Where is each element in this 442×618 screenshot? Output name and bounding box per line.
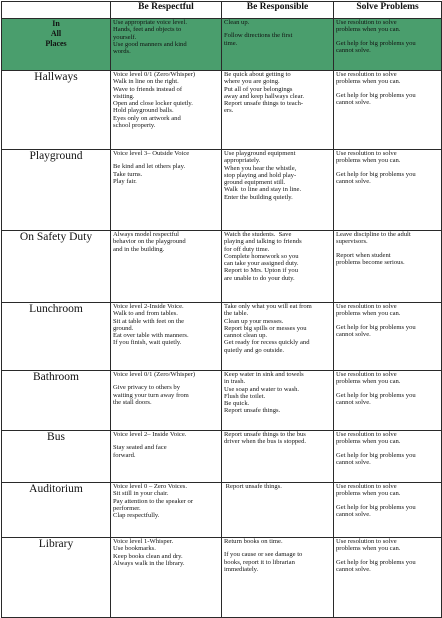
all-places-respectful bbox=[111, 19, 222, 71]
cell-text-line: Clean up your messes. bbox=[224, 317, 284, 325]
cell-text-line: books, report it to librarian bbox=[224, 558, 295, 566]
cell-text-line: ground equipment still. bbox=[224, 179, 286, 187]
cell-text-line: problems when you can. bbox=[336, 378, 401, 386]
cell-text-line: Clap respectfully. bbox=[113, 512, 160, 520]
cell-text-line: Voice level 0 – Zero Voices. bbox=[113, 483, 187, 490]
cell-text-line: Report big spills or messes you bbox=[224, 324, 307, 332]
cell-text-line: cannot solve. bbox=[336, 458, 371, 466]
problems-cell bbox=[334, 303, 442, 371]
cell-text-line: When you hear the whistle, bbox=[224, 164, 297, 172]
cell-text-line: visiting. bbox=[113, 92, 135, 100]
cell-text-line: Use good manners and kind bbox=[113, 40, 187, 48]
cell-text-line: problems when you can. bbox=[336, 490, 401, 498]
responsible-cell bbox=[222, 71, 334, 150]
respectful-cell bbox=[111, 371, 222, 431]
cell-text-line: Voice level 0/1 (Zero/Whisper) bbox=[113, 71, 196, 78]
all-places-label bbox=[2, 19, 111, 71]
cell-text-line: Report when student bbox=[336, 251, 391, 259]
cell-text-line: Report unsafe things. bbox=[224, 407, 281, 415]
cell-text-line: cannot solve. bbox=[336, 46, 371, 54]
cell-text-line: Voice level 2– Inside Voice. bbox=[113, 431, 187, 438]
cell-text-line: Eyes only on artwork and bbox=[113, 114, 181, 122]
cell-text-line: Report unsafe things. bbox=[224, 483, 282, 490]
cell-text-line: Take only what you will eat from bbox=[224, 303, 312, 310]
cell-text-line: are unable to do your duty. bbox=[224, 274, 295, 282]
cell-text-line: cannot solve. bbox=[336, 510, 371, 518]
table-row bbox=[2, 371, 442, 431]
cell-text-line: can take your assigned duty. bbox=[224, 260, 299, 268]
problems-cell bbox=[334, 231, 442, 303]
responsible-cell bbox=[222, 150, 334, 231]
cell-text-line: Get help for big problems you bbox=[336, 558, 416, 566]
respectful-cell bbox=[111, 150, 222, 231]
header-solve-problems: Solve Problems bbox=[334, 2, 442, 19]
cell-text-line: problems when you can. bbox=[336, 545, 401, 553]
cell-text-line: Give privacy to others by bbox=[113, 384, 181, 392]
all-places-problems bbox=[334, 19, 442, 71]
cell-text-line: supervisors. bbox=[336, 238, 368, 246]
cell-text-line: Use resolution to solve bbox=[336, 483, 397, 490]
cell-text-line: Sit still in your chair. bbox=[113, 490, 169, 498]
cell-text-line: Use appropriate voice level. bbox=[113, 19, 187, 26]
problems-cell bbox=[334, 538, 442, 618]
cell-text-line: Return books on time. bbox=[224, 538, 283, 545]
cell-text-line: words. bbox=[113, 48, 131, 56]
cell-text-line: Walk to line and stay in line. bbox=[224, 186, 302, 194]
cell-text-line: waiting your turn away from bbox=[113, 391, 189, 399]
table-row bbox=[2, 483, 442, 538]
cell-text-line: behavior on the playground bbox=[113, 238, 186, 246]
all-places-label-line: In bbox=[52, 19, 60, 28]
behavior-matrix-table bbox=[1, 1, 442, 618]
cell-text-line: Get help for big problems you bbox=[336, 391, 416, 399]
cell-text-line: cannot clean up. bbox=[224, 332, 268, 340]
cell-text-line: Eat over table with manners. bbox=[113, 332, 189, 340]
cell-text-line: cannot solve. bbox=[336, 398, 371, 406]
cell-text-line: Voice level 3– Outside Voice bbox=[113, 150, 190, 157]
responsible-cell bbox=[222, 371, 334, 431]
cell-text-line: away and keep hallways clear. bbox=[224, 92, 305, 100]
respectful-cell bbox=[111, 231, 222, 303]
header-row bbox=[2, 2, 442, 19]
place-label: On Safety Duty bbox=[2, 231, 111, 303]
cell-text-line: Complete homework so you bbox=[224, 252, 299, 260]
place-label: Hallways bbox=[2, 71, 111, 150]
place-label: Playground bbox=[2, 150, 111, 231]
cell-text-line: Put all of your belongings bbox=[224, 85, 293, 93]
cell-text-line: If you finish, wait quietly. bbox=[113, 339, 182, 347]
cell-text-line: problems when you can. bbox=[336, 438, 401, 446]
cell-text-line: Walk to and from tables. bbox=[113, 310, 178, 318]
respectful-cell bbox=[111, 71, 222, 150]
cell-text-line: Get ready for recess quickly and bbox=[224, 339, 310, 347]
cell-text-line: ers. bbox=[224, 107, 234, 115]
cell-text-line: for off duty time. bbox=[224, 245, 270, 253]
cell-text-line: Voice level 0/1 (Zero/Whisper) bbox=[113, 371, 196, 378]
cell-text-line: Pay attention to the speaker or bbox=[113, 497, 194, 505]
cell-text-line: Wave to friends instead of bbox=[113, 85, 183, 93]
all-places-row bbox=[2, 19, 442, 71]
cell-text-line: cannot solve. bbox=[336, 98, 371, 106]
cell-text-line: Keep water in sink and towels bbox=[224, 371, 304, 378]
table-row bbox=[2, 71, 442, 150]
problems-cell bbox=[334, 150, 442, 231]
all-places-label-line: Places bbox=[45, 39, 67, 48]
respectful-cell bbox=[111, 303, 222, 371]
cell-text-line: If you cause or see damage to bbox=[224, 551, 303, 559]
place-label: Library bbox=[2, 538, 111, 618]
cell-text-line: Enter the building quietly. bbox=[224, 193, 293, 201]
table-row bbox=[2, 150, 442, 231]
cell-text-line: Be kind and let others play. bbox=[113, 163, 186, 171]
cell-text-line: Use soap and water to wash. bbox=[224, 385, 300, 393]
cell-text-line: Use playground equipment bbox=[224, 150, 296, 157]
cell-text-line: Use resolution to solve bbox=[336, 303, 397, 310]
cell-text-line: Voice level 1-Whisper. bbox=[113, 538, 174, 545]
cell-text-line: problems become serious. bbox=[336, 258, 405, 266]
cell-text-line: Use resolution to solve bbox=[336, 538, 397, 545]
cell-text-line: Voice level 2-Inside Voice. bbox=[113, 303, 184, 310]
cell-text-line: problems when you can. bbox=[336, 157, 401, 165]
cell-text-line: Get help for big problems you bbox=[336, 503, 416, 511]
cell-text-line: ground. bbox=[113, 324, 134, 332]
table-row bbox=[2, 231, 442, 303]
cell-text-line: Follow directions the first bbox=[224, 32, 293, 40]
place-label: Bathroom bbox=[2, 371, 111, 431]
cell-text-line: Report unsafe things to the bus bbox=[224, 431, 306, 438]
cell-text-line: Watch the students. Save bbox=[224, 231, 292, 238]
respectful-cell bbox=[111, 538, 222, 618]
cell-text-line: performer. bbox=[113, 504, 141, 512]
cell-text-line: Walk in line on the right. bbox=[113, 78, 179, 86]
place-label: Bus bbox=[2, 431, 111, 483]
respectful-cell bbox=[111, 483, 222, 538]
cell-text-line: Use bookmarks. bbox=[113, 545, 156, 553]
problems-cell bbox=[334, 483, 442, 538]
cell-text-line: Sit at table with feet on the bbox=[113, 317, 185, 325]
cell-text-line: the stall doors. bbox=[113, 398, 152, 406]
cell-text-line: Take turns. bbox=[113, 170, 143, 178]
cell-text-line: Be quick. bbox=[224, 400, 250, 408]
problems-cell bbox=[334, 431, 442, 483]
cell-text-line: quietly and go outside. bbox=[224, 346, 285, 354]
responsible-cell bbox=[222, 538, 334, 618]
cell-text-line: forward. bbox=[113, 451, 136, 459]
all-places-responsible bbox=[222, 19, 334, 71]
cell-text-line: Open and close locker quietly. bbox=[113, 100, 193, 108]
cell-text-line: time. bbox=[224, 39, 238, 47]
cell-text-line: Stay seated and face bbox=[113, 444, 167, 452]
responsible-cell bbox=[222, 431, 334, 483]
cell-text-line: immediately. bbox=[224, 565, 259, 573]
cell-text-line: Get help for big problems you bbox=[336, 323, 416, 331]
cell-text-line: Clean up. bbox=[224, 19, 250, 26]
cell-text-line: Use resolution to solve bbox=[336, 19, 397, 26]
problems-cell bbox=[334, 71, 442, 150]
cell-text-line: yourself. bbox=[113, 33, 137, 41]
cell-text-line: and in the building. bbox=[113, 245, 165, 253]
cell-text-line: playing and talking to friends bbox=[224, 238, 302, 246]
cell-text-line: Use resolution to solve bbox=[336, 71, 397, 78]
all-places-label-line: All bbox=[50, 29, 62, 38]
cell-text-line: Report unsafe things to teach- bbox=[224, 100, 304, 108]
table-row bbox=[2, 538, 442, 618]
cell-text-line: Report to Mrs. Upton if you bbox=[224, 267, 298, 275]
cell-text-line: Use resolution to solve bbox=[336, 431, 397, 438]
cell-text-line: cannot solve. bbox=[336, 177, 371, 185]
cell-text-line: Use resolution to solve bbox=[336, 150, 397, 157]
cell-text-line: Get help for big problems you bbox=[336, 451, 416, 459]
corner-cell bbox=[2, 2, 111, 19]
cell-text-line: problems when you can. bbox=[336, 26, 401, 34]
cell-text-line: Leave discipline to the adult bbox=[336, 231, 411, 238]
cell-text-line: problems when you can. bbox=[336, 310, 401, 318]
cell-text-line: school property. bbox=[113, 122, 156, 130]
respectful-cell bbox=[111, 431, 222, 483]
cell-text-line: problems when you can. bbox=[336, 78, 401, 86]
place-label: Auditorium bbox=[2, 483, 111, 538]
cell-text-line: Always model respectful bbox=[113, 231, 179, 238]
cell-text-line: Hands, feet and objects to bbox=[113, 26, 182, 34]
cell-text-line: Hold playground balls. bbox=[113, 107, 174, 115]
cell-text-line: the table. bbox=[224, 310, 249, 318]
cell-text-line: Flush the toilet. bbox=[224, 392, 266, 400]
cell-text-line: Use resolution to solve bbox=[336, 371, 397, 378]
responsible-cell bbox=[222, 303, 334, 371]
cell-text-line: Play fair. bbox=[113, 177, 137, 185]
cell-text-line: cannot solve. bbox=[336, 330, 371, 338]
cell-text-line: appropriately. bbox=[224, 157, 261, 165]
table-row bbox=[2, 431, 442, 483]
cell-text-line: cannot solve. bbox=[336, 565, 371, 573]
cell-text-line: Get help for big problems you bbox=[336, 39, 416, 47]
responsible-cell bbox=[222, 483, 334, 538]
cell-text-line: Be quick about getting to bbox=[224, 71, 291, 78]
responsible-cell bbox=[222, 231, 334, 303]
header-be-respectful: Be Respectful bbox=[111, 2, 222, 19]
cell-text-line: in trash. bbox=[224, 378, 246, 386]
cell-text-line: where you are going. bbox=[224, 78, 280, 86]
cell-text-line: stop playing and hold play- bbox=[224, 171, 297, 179]
table-row bbox=[2, 303, 442, 371]
cell-text-line: Get help for big problems you bbox=[336, 91, 416, 99]
cell-text-line: Always walk in the library. bbox=[113, 559, 185, 567]
header-be-responsible: Be Responsible bbox=[222, 2, 334, 19]
cell-text-line: Keep books clean and dry. bbox=[113, 552, 183, 560]
problems-cell bbox=[334, 371, 442, 431]
cell-text-line: Get help for big problems you bbox=[336, 170, 416, 178]
cell-text-line: driver when the bus is stopped. bbox=[224, 438, 307, 446]
place-label: Lunchroom bbox=[2, 303, 111, 371]
